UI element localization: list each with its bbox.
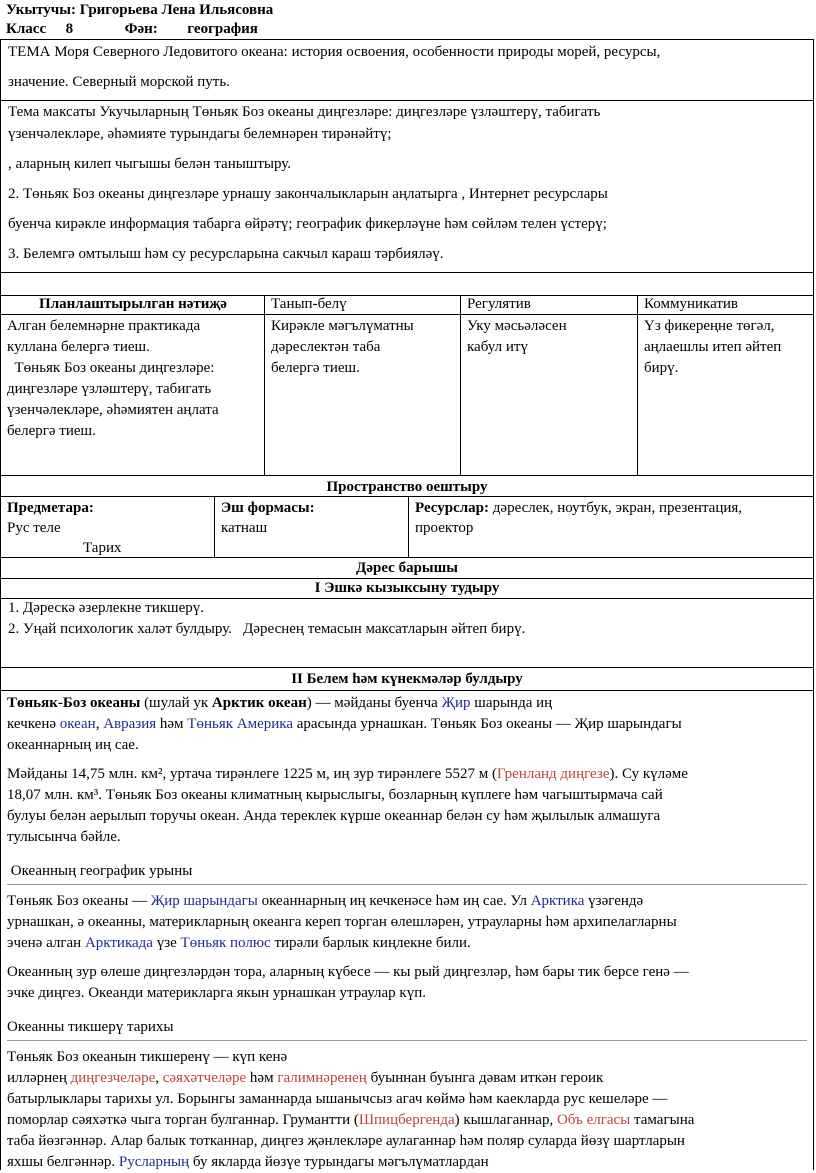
para-5 <box>7 1047 807 1173</box>
subject-item: Тарих <box>83 540 122 556</box>
text: урнашкан, ә океанны, материкларның океанга кереп торган өлешләрен, утрауларны һәм архипелагларны <box>7 914 677 930</box>
space-title-row <box>0 475 814 497</box>
text: һәм <box>156 716 188 732</box>
results-planned-line: белергә тиеш. <box>7 423 96 439</box>
topic-line-2: значение. Северный морской путь. <box>8 74 230 90</box>
forms-cell <box>214 496 408 557</box>
text: тирәли барлык киңлекне били. <box>270 935 471 951</box>
stage1-title: I Эшкә кызыксыну тудыру <box>314 580 500 596</box>
term-arctic-ocean: Төньяк-Боз океаны <box>7 695 141 711</box>
results-header-communicative: Коммуникатив <box>637 295 814 314</box>
text: океаннарның иң сае. <box>7 737 139 753</box>
resources-value: дәреслек, ноутбук, экран, презентация, <box>489 500 743 516</box>
right-border <box>813 690 814 1170</box>
results-planned-line: диңгезләре үзләштерү, табигать <box>7 381 212 397</box>
subject-value: география <box>187 21 258 37</box>
stage1-body-row <box>0 598 814 668</box>
teacher-label: Укытучы: <box>6 2 76 18</box>
para-2 <box>7 764 807 848</box>
lesson-title: Дәрес барышы <box>356 560 458 576</box>
results-communicative-line: аңлаешлы итеп әйтеп <box>644 339 782 355</box>
results-cognitive-line: дәреслектән таба <box>271 339 381 355</box>
text: бу якларда йөзүе турындагы мәгълүматлардан <box>189 1154 489 1170</box>
stage1-title-row <box>0 578 814 599</box>
text: шарында иң <box>470 695 553 711</box>
left-border <box>0 690 1 1170</box>
subject-label: Фән: <box>124 21 158 37</box>
stage1-line-2: 2. Уңай психологик халәт булдыру. Дәреснең темасын максатларын әйтеп бирү. <box>8 621 526 637</box>
space-body-row <box>0 496 814 558</box>
class-value: 8 <box>65 21 74 37</box>
results-body-row <box>0 314 814 476</box>
text: Төньяк Боз океаны — <box>7 893 151 909</box>
link-earth[interactable]: Җир <box>441 695 471 711</box>
text: таба йөзгәннәр. Алар балык тотканнар, диңгез җәнлекләре аулаганнар һәм поляр суларда йөзү шартларын <box>7 1133 685 1149</box>
results-cognitive-line: Кирәкле мәгълүматны <box>271 318 414 334</box>
text: һәм <box>246 1070 278 1086</box>
results-cognitive-line: белергә тиеш. <box>271 360 360 376</box>
term-arctic: Арктик океан <box>211 695 307 711</box>
link-earth-globe[interactable]: Җир шарындагы <box>150 893 258 909</box>
results-regulatory-line: Уку мәсьәләсен <box>467 318 567 334</box>
goal-line-6: 3. Белемгә омтылыш һәм су ресурсларына сакчыл караш тәрбияләү. <box>8 246 444 262</box>
link-north-pole[interactable]: Төньяк полюс <box>180 935 271 951</box>
link-arctic-region[interactable]: Арктикада <box>84 935 153 951</box>
link-north-america[interactable]: Төньяк Америка <box>187 716 293 732</box>
forms-value: катнаш <box>221 520 268 536</box>
link-greenland-sea[interactable]: Гренланд диңгезе <box>496 766 610 782</box>
text: Океанның зур өлеше диңгезләрдән тора, аларның күбесе — кы рый диңгезләр, һәм бары тик берсе генә — <box>7 964 689 980</box>
text: эченә алган <box>7 935 85 951</box>
text: тамагына <box>630 1112 695 1128</box>
text: , <box>155 1070 163 1086</box>
teacher-name: Григорьева Лена Ильясовна <box>79 2 274 18</box>
results-communicative-cell <box>637 314 814 475</box>
results-header-regulatory: Регулятив <box>460 295 638 314</box>
text: эчке диңгез. Океанди материкларга якын урнашкан утраулар күп. <box>7 985 426 1001</box>
goal-line-1: Тема максаты Укучыларның Төньяк Боз океаны диңгезләре: диңгезләре үзләштерү, табигать <box>8 104 601 120</box>
stage2-title: II Белем һәм күнекмәләр булдыру <box>291 671 523 687</box>
subject-item: Рус теле <box>7 520 61 536</box>
text: булуы белән аерылып торучы океан. Анда тереклек күрше океаннар белән су һәм җылылык алмашуга <box>7 808 661 824</box>
section-heading-history <box>7 1016 807 1041</box>
goal-line-2: үзенчәлекләре, әһәмияте турындагы белемнәрен тирәнәйтү; <box>8 126 392 142</box>
results-communicative-line: Үз фикереңне төгәл, <box>644 318 775 334</box>
link-russians[interactable]: Русларның <box>118 1154 190 1170</box>
stage2-title-row <box>0 667 814 691</box>
heading-text: Океанның географик урыны <box>7 863 193 879</box>
results-regulatory-cell <box>460 314 638 475</box>
space-title: Пространство оештыру <box>326 479 488 495</box>
text: буыннан буынга дәвам иткән героик <box>366 1070 604 1086</box>
spacer-row <box>0 272 814 296</box>
resources-value-2: проектор <box>415 520 474 536</box>
text: 18,07 млн. км³. Төньяк Боз океаны климатның кырыслыгы, бозларның күплеге һәм чагыштырмача сай <box>7 787 663 803</box>
text: үзе <box>152 935 181 951</box>
class-line <box>6 20 258 38</box>
text: Төньяк Боз океанын тикшеренү — күп кенә <box>7 1049 288 1065</box>
text: , <box>95 716 104 732</box>
topic-box <box>0 39 814 101</box>
goal-line-4: 2. Төньяк Боз океаны диңгезләре урнашу закончалыкларын аңлатырга , Интернет ресурслары <box>8 186 608 202</box>
resources-cell <box>408 496 814 557</box>
results-planned-cell <box>1 314 265 475</box>
stage1-line-1: 1. Дәрескә әзерлекне тикшерү. <box>8 600 205 616</box>
para-3 <box>7 891 807 954</box>
heading-text: Океанны тикшерү тарихы <box>7 1019 174 1035</box>
subjects-label: Предметара: <box>7 500 94 516</box>
results-communicative-line: бирү. <box>644 360 679 376</box>
text: ) кышлаганнар, <box>454 1112 557 1128</box>
link-ob-river[interactable]: Объ елгасы <box>556 1112 631 1128</box>
text: арасында урнашкан. Төньяк Боз океаны — Җир шарындагы <box>293 716 682 732</box>
text: илләрнең <box>7 1070 71 1086</box>
results-header-planned: Планлаштырылган нәтиҗә <box>39 296 227 312</box>
link-travelers[interactable]: сәяхәтчеләре <box>162 1070 247 1086</box>
results-planned-line: Алган белемнәрне практикада <box>7 318 201 334</box>
section-heading-location <box>7 860 807 885</box>
teacher-line <box>6 1 273 19</box>
text: океаннарның иң кечкенәсе һәм иң сае. Ул <box>257 893 531 909</box>
text: кечкенә <box>7 716 60 732</box>
subjects-cell <box>1 496 214 557</box>
stage2-divider <box>0 690 814 691</box>
results-header-cognitive: Танып-белү <box>264 295 461 314</box>
text: Мәйданы 14,75 млн. км², уртача тирәнлеге 1225 м, иң зур тирәнлеге 5527 м ( <box>7 766 497 782</box>
goal-line-3: , аларның килеп чыгышы белән таныштыру. <box>8 156 292 172</box>
goals-box <box>0 100 814 273</box>
text: ). Су күләме <box>609 766 688 782</box>
forms-label: Эш формасы: <box>221 500 315 516</box>
link-eurasia[interactable]: Авразия <box>103 716 157 732</box>
results-cognitive-cell <box>264 314 461 475</box>
text: яхшы белгәннәр. <box>7 1154 119 1170</box>
text: батырлыклары тарихы ул. Борынгы заманнарда ышанычсыз агач көймә һәм каекларда рус кешеләре — <box>7 1091 668 1107</box>
goal-line-5: буенча кирәкле информация табарга өйрәтү; географик фикерләүне һәм сөйләм телен үстерү; <box>8 216 607 232</box>
link-spitsbergen[interactable]: Шпицбергенда <box>358 1112 455 1128</box>
results-planned-line: Төньяк Боз океаны диңгезләре: <box>7 360 215 376</box>
para-4 <box>7 962 807 1004</box>
link-scientists[interactable]: галимнәренең <box>277 1070 367 1086</box>
article <box>7 693 807 1173</box>
resources-label: Ресурслар: <box>415 500 490 516</box>
link-arctic[interactable]: Арктика <box>530 893 585 909</box>
text: тулысынча бәйле. <box>7 829 121 845</box>
para-1 <box>7 693 807 756</box>
lesson-title-row <box>0 557 814 579</box>
text: ) — мәйданы буенча <box>306 695 442 711</box>
results-regulatory-line: кабул итү <box>467 339 528 355</box>
results-planned-line: куллана белергә тиеш. <box>7 339 150 355</box>
link-ocean[interactable]: океан <box>59 716 96 732</box>
text: (шулай ук <box>140 695 212 711</box>
results-header-row <box>0 295 814 315</box>
text: поморлар сәяхәткә чыга торган булганнар. Грумантти ( <box>7 1112 359 1128</box>
class-label: Класс <box>6 21 47 37</box>
topic-line-1: ТЕМА Моря Северного Ледовитого океана: история освоения, особенности природы морей, ресурсы, <box>8 44 661 60</box>
text: үзәгендә <box>584 893 644 909</box>
link-seafarers[interactable]: диңгезчеләре <box>70 1070 156 1086</box>
results-planned-line: үзенчәлекләре, әһәмиятен аңлата <box>7 402 219 418</box>
